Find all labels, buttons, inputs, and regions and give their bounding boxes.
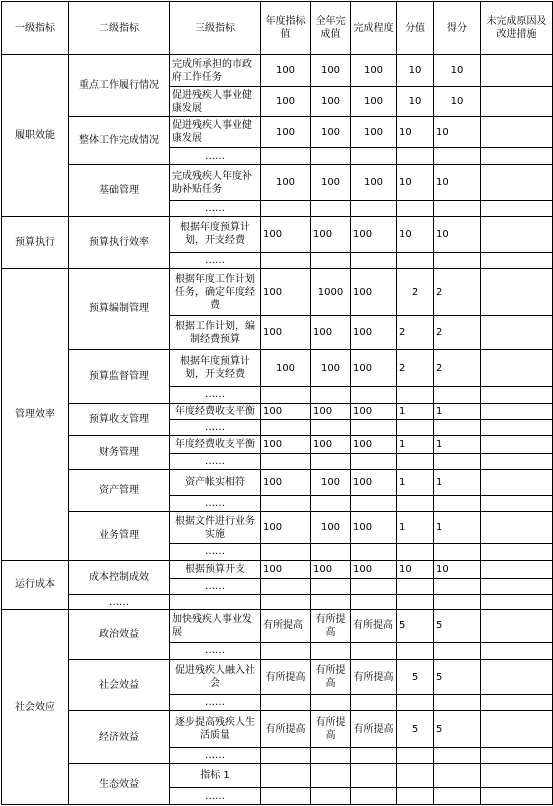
value-cell: 100	[261, 560, 311, 578]
header-row	[2, 2, 553, 55]
value-cell: 1000	[311, 268, 351, 316]
value-cell: 100	[261, 165, 311, 200]
value-cell: 100	[261, 116, 311, 147]
level2-cell: 生态效益	[69, 764, 170, 805]
level2-cell: 业务管理	[69, 511, 170, 560]
reason-cell	[481, 217, 553, 252]
performance-table	[1, 1, 553, 805]
level3-cell: 完成残疾人年度补助补贴任务	[170, 165, 261, 200]
level3-cell: 逐步提高残疾人生活质量	[170, 711, 261, 747]
table-row	[2, 435, 553, 453]
value-cell: 有所提高	[311, 659, 351, 694]
value-cell: 10	[434, 165, 481, 200]
level2-cell: 社会效益	[69, 659, 170, 711]
level3-cell: 加快残疾人事业发展	[170, 610, 261, 642]
level3-cell: 根据文件进行业务实施	[170, 511, 261, 543]
value-cell: 有所提高	[351, 610, 397, 642]
table-row	[2, 165, 553, 200]
header-cell: 年度指标值	[261, 2, 311, 55]
value-cell: 100	[351, 55, 397, 87]
level2-cell: 预算执行效率	[69, 217, 170, 269]
value-cell: 1	[434, 511, 481, 543]
reason-cell	[481, 470, 553, 495]
level2-cell: 政治效益	[69, 610, 170, 660]
reason-cell	[481, 116, 553, 147]
value-cell: 100	[351, 268, 397, 316]
reason-cell	[481, 349, 553, 387]
value-cell: 100	[261, 55, 311, 87]
value-cell: 2	[397, 349, 434, 387]
value-cell: 有所提高	[261, 659, 311, 694]
value-cell: 10	[397, 217, 434, 252]
value-cell: 100	[261, 217, 311, 252]
value-cell: 100	[311, 165, 351, 200]
table-row	[2, 268, 553, 316]
ellipsis-cell: ……	[170, 578, 261, 594]
value-cell: 100	[261, 403, 311, 419]
value-cell: 100	[351, 511, 397, 543]
value-cell: 100	[311, 349, 351, 387]
table-row	[2, 349, 553, 387]
table-row	[2, 470, 553, 495]
value-cell: 2	[434, 349, 481, 387]
value-cell: 1	[397, 435, 434, 453]
level3-cell: 年度经费收支平衡	[170, 435, 261, 453]
ellipsis-cell: ……	[170, 252, 261, 268]
ellipsis-cell: ……	[69, 594, 170, 609]
table-row	[2, 610, 553, 642]
value-cell: 10	[397, 55, 434, 87]
value-cell: 100	[351, 470, 397, 495]
value-cell: 10	[434, 116, 481, 147]
header-cell: 一级指标	[2, 2, 69, 55]
value-cell: 10	[434, 55, 481, 87]
level3-cell: 资产帐实相符	[170, 470, 261, 495]
table-row	[2, 594, 553, 609]
value-cell: 5	[397, 711, 434, 747]
reason-cell	[481, 403, 553, 419]
value-cell: 1	[397, 470, 434, 495]
value-cell: 2	[397, 268, 434, 316]
ellipsis-cell: ……	[170, 544, 261, 560]
value-cell: 10	[397, 165, 434, 200]
value-cell: 1	[434, 435, 481, 453]
value-cell: 100	[311, 511, 351, 543]
reason-cell	[481, 55, 553, 87]
level2-cell: 预算编制管理	[69, 268, 170, 349]
level3-cell: 根据年度工作计划任务，确定年度经费	[170, 268, 261, 316]
level3-cell: 促进残疾人事业健康发展	[170, 116, 261, 147]
value-cell: 100	[261, 435, 311, 453]
value-cell: 1	[397, 511, 434, 543]
reason-cell	[481, 659, 553, 694]
level2-cell: 经济效益	[69, 711, 170, 764]
value-cell: 有所提高	[351, 711, 397, 747]
value-cell: 有所提高	[311, 610, 351, 642]
reason-cell	[481, 87, 553, 116]
value-cell: 100	[351, 560, 397, 578]
ellipsis-cell: ……	[170, 200, 261, 216]
level3-cell: 促进残疾人融入社会	[170, 659, 261, 694]
header-cell: 得分	[434, 2, 481, 55]
table-row	[2, 659, 553, 694]
reason-cell	[481, 268, 553, 316]
value-cell: 5	[434, 659, 481, 694]
table-row	[2, 55, 553, 87]
value-cell: 有所提高	[261, 711, 311, 747]
ellipsis-cell: ……	[170, 695, 261, 711]
value-cell: 10	[434, 560, 481, 578]
value-cell: 5	[434, 610, 481, 642]
value-cell: 有所提高	[351, 659, 397, 694]
table-row	[2, 511, 553, 543]
value-cell: 10	[397, 560, 434, 578]
level2-cell: 整体工作完成情况	[69, 116, 170, 165]
value-cell: 100	[311, 55, 351, 87]
value-cell: 100	[351, 116, 397, 147]
value-cell: 1	[434, 403, 481, 419]
value-cell: 100	[311, 470, 351, 495]
value-cell: 100	[311, 87, 351, 116]
header-cell: 未完成原因及改进措施	[481, 2, 553, 55]
ellipsis-cell: ……	[170, 642, 261, 659]
value-cell: 10	[434, 87, 481, 116]
value-cell: 100	[351, 316, 397, 349]
table-row	[2, 403, 553, 419]
value-cell: 100	[351, 217, 397, 252]
ellipsis-cell: ……	[170, 747, 261, 763]
level2-cell: 财务管理	[69, 435, 170, 469]
level3-cell: 根据工作计划，编制经费预算	[170, 316, 261, 349]
table-row	[2, 764, 553, 788]
level2-cell: 基础管理	[69, 165, 170, 217]
ellipsis-cell: ……	[170, 788, 261, 805]
value-cell: 1	[397, 403, 434, 419]
value-cell: 100	[311, 316, 351, 349]
reason-cell	[481, 511, 553, 543]
value-cell: 有所提高	[261, 610, 311, 642]
value-cell: 10	[434, 217, 481, 252]
value-cell: 100	[311, 217, 351, 252]
reason-cell	[481, 560, 553, 578]
level3-cell: 指标 1	[170, 764, 261, 788]
level3-cell: 完成所承担的市政府工作任务	[170, 55, 261, 87]
ellipsis-cell: ……	[170, 419, 261, 435]
level1-cell: 运行成本	[2, 560, 69, 610]
table-row	[2, 711, 553, 747]
header-cell: 二级指标	[69, 2, 170, 55]
value-cell: 5	[397, 659, 434, 694]
value-cell: 100	[261, 511, 311, 543]
level1-cell: 预算执行	[2, 217, 69, 269]
ellipsis-cell: ……	[170, 495, 261, 511]
value-cell: 100	[311, 560, 351, 578]
level2-cell: 资产管理	[69, 470, 170, 512]
level2-cell: 预算监督管理	[69, 349, 170, 403]
ellipsis-cell: ……	[170, 454, 261, 470]
ellipsis-cell: ……	[170, 148, 261, 165]
value-cell: 100	[351, 403, 397, 419]
level1-cell: 社会效应	[2, 610, 69, 805]
level2-cell: 重点工作履行情况	[69, 55, 170, 117]
value-cell: 5	[434, 711, 481, 747]
value-cell: 100	[261, 87, 311, 116]
level1-cell: 履职效能	[2, 55, 69, 217]
value-cell: 2	[434, 268, 481, 316]
value-cell: 100	[261, 316, 311, 349]
header-cell: 完成程度	[351, 2, 397, 55]
value-cell: 100	[261, 470, 311, 495]
header-cell: 分值	[397, 2, 434, 55]
reason-cell	[481, 711, 553, 747]
level2-cell: 预算收支管理	[69, 403, 170, 435]
value-cell: 100	[351, 165, 397, 200]
level3-cell: 年度经费收支平衡	[170, 403, 261, 419]
ellipsis-cell: ……	[170, 387, 261, 403]
value-cell: 10	[397, 116, 434, 147]
level3-cell: 根据预算开支	[170, 560, 261, 578]
header-cell: 全年完成值	[311, 2, 351, 55]
reason-cell	[481, 610, 553, 642]
value-cell: 1	[434, 470, 481, 495]
value-cell: 10	[397, 87, 434, 116]
value-cell: 2	[397, 316, 434, 349]
value-cell: 100	[351, 349, 397, 387]
reason-cell	[481, 165, 553, 200]
reason-cell	[481, 316, 553, 349]
value-cell: 100	[351, 87, 397, 116]
table-row	[2, 116, 553, 147]
value-cell: 有所提高	[311, 711, 351, 747]
value-cell: 100	[311, 116, 351, 147]
table-row	[2, 560, 553, 578]
value-cell: 2	[434, 316, 481, 349]
value-cell: 100	[261, 349, 311, 387]
value-cell: 100	[261, 268, 311, 316]
level3-cell: 根据年度预算计划，开支经费	[170, 217, 261, 252]
value-cell: 100	[351, 435, 397, 453]
level3-cell: 根据年度预算计划，开支经费	[170, 349, 261, 387]
reason-cell	[481, 435, 553, 453]
level2-cell: 成本控制成效	[69, 560, 170, 594]
table-row	[2, 217, 553, 252]
value-cell: 100	[311, 403, 351, 419]
value-cell: 100	[311, 435, 351, 453]
level3-cell: 促进残疾人事业健康发展	[170, 87, 261, 116]
level1-cell: 管理效率	[2, 268, 69, 560]
value-cell: 5	[397, 610, 434, 642]
header-cell: 三级指标	[170, 2, 261, 55]
